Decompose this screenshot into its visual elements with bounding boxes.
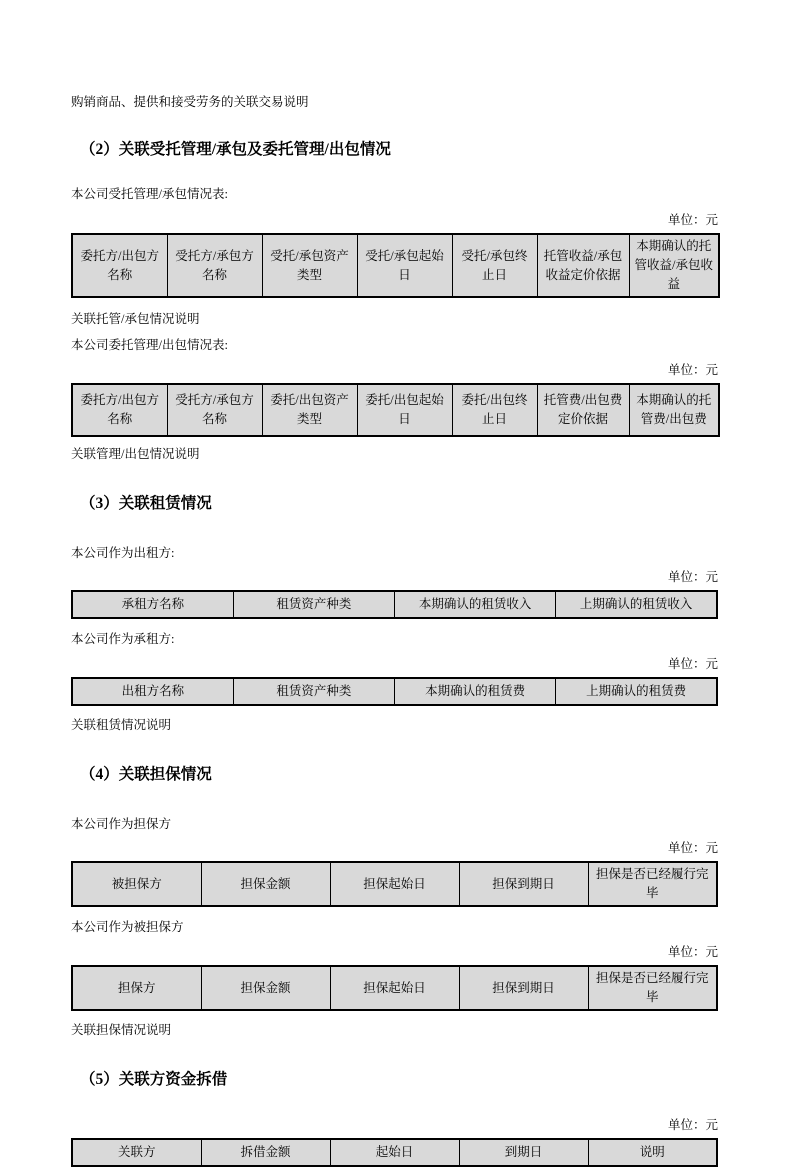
table-header-cell: 拆借金额 <box>201 1139 330 1166</box>
guarantor-note: 本公司作为担保方 <box>71 817 172 831</box>
lease-desc: 关联租赁情况说明 <box>71 718 172 732</box>
lease-as-lessee-table <box>71 677 718 706</box>
table-header-cell: 承租方名称 <box>72 591 233 618</box>
unit-label: 单位：元 <box>667 841 718 855</box>
table-header-cell: 委托方/出包方名称 <box>72 384 167 436</box>
guarantee-desc: 关联担保情况说明 <box>71 1023 172 1037</box>
related-party-lending-table <box>71 1138 718 1167</box>
table-header-cell: 委托/出包终止日 <box>452 384 537 436</box>
table-header-cell: 担保到期日 <box>459 966 588 1010</box>
table-header-cell: 本期确认的租赁收入 <box>395 591 556 618</box>
unit-label: 单位：元 <box>667 570 718 584</box>
lessor-note: 本公司作为出租方: <box>71 546 175 560</box>
lease-as-lessor-table <box>71 590 718 619</box>
table-header-cell: 担保到期日 <box>459 862 588 906</box>
unit-label: 单位：元 <box>667 1118 718 1132</box>
table-header-row <box>72 678 717 705</box>
table-header-cell: 担保是否已经履行完毕 <box>588 862 717 906</box>
table-header-cell: 上期确认的租赁费 <box>556 678 717 705</box>
table-header-cell: 委托/出包起始日 <box>357 384 452 436</box>
table-header-cell: 说明 <box>588 1139 717 1166</box>
table-header-cell: 起始日 <box>330 1139 459 1166</box>
table-header-cell: 担保金额 <box>201 862 330 906</box>
table-header-cell: 担保金额 <box>201 966 330 1010</box>
table-header-cell: 担保起始日 <box>330 966 459 1010</box>
table-header-cell: 担保是否已经履行完毕 <box>588 966 717 1010</box>
table-header-cell: 担保方 <box>72 966 201 1010</box>
as-guarantor-table <box>71 861 718 907</box>
table-header-cell: 本期确认的托管费/出包费 <box>629 384 719 436</box>
table-header-cell: 租赁资产种类 <box>233 591 394 618</box>
section-2-heading: （2）关联受托管理/承包及委托管理/出包情况 <box>80 141 391 158</box>
entrusted-in-note: 本公司受托管理/承包情况表: <box>71 187 228 201</box>
table-header-cell: 托管费/出包费定价依据 <box>537 384 629 436</box>
table-header-row <box>72 234 719 297</box>
unit-label: 单位：元 <box>667 657 718 671</box>
unit-label: 单位：元 <box>667 945 718 959</box>
intro-note: 购销商品、提供和接受劳务的关联交易说明 <box>71 95 309 109</box>
entrusted-in-desc: 关联托管/承包情况说明 <box>71 312 200 326</box>
entrusted-out-desc: 关联管理/出包情况说明 <box>71 447 200 461</box>
table-header-cell: 关联方 <box>72 1139 201 1166</box>
table-header-cell: 委托/出包资产类型 <box>262 384 357 436</box>
table-header-row <box>72 966 717 1010</box>
section-4-heading: （4）关联担保情况 <box>80 766 212 783</box>
unit-label: 单位：元 <box>667 363 718 377</box>
entrusted-managed-contracted-table <box>71 233 720 298</box>
table-header-cell: 上期确认的租赁收入 <box>556 591 717 618</box>
lessee-note: 本公司作为承租方: <box>71 632 175 646</box>
table-header-cell: 到期日 <box>459 1139 588 1166</box>
table-header-row <box>72 384 719 436</box>
table-header-cell: 受托/承包资产类型 <box>262 234 357 297</box>
table-header-row <box>72 1139 717 1166</box>
table-header-cell: 受托/承包起始日 <box>357 234 452 297</box>
as-guaranteed-party-table <box>71 965 718 1011</box>
guaranteed-note: 本公司作为被担保方 <box>71 920 184 934</box>
unit-label: 单位：元 <box>667 213 718 227</box>
table-header-cell: 本期确认的租赁费 <box>395 678 556 705</box>
table-header-cell: 本期确认的托管收益/承包收益 <box>629 234 719 297</box>
table-header-cell: 受托/承包终止日 <box>452 234 537 297</box>
table-header-cell: 委托方/出包方名称 <box>72 234 167 297</box>
table-header-cell: 托管收益/承包收益定价依据 <box>537 234 629 297</box>
table-header-cell: 出租方名称 <box>72 678 233 705</box>
entrusting-outsourcing-table <box>71 383 720 437</box>
section-3-heading: （3）关联租赁情况 <box>80 495 212 512</box>
table-header-cell: 租赁资产种类 <box>233 678 394 705</box>
table-header-cell: 担保起始日 <box>330 862 459 906</box>
table-header-row <box>72 862 717 906</box>
entrusted-out-note: 本公司委托管理/出包情况表: <box>71 338 228 352</box>
table-header-row <box>72 591 717 618</box>
section-5-heading: （5）关联方资金拆借 <box>80 1071 228 1088</box>
table-header-cell: 受托方/承包方名称 <box>167 384 262 436</box>
table-header-cell: 受托方/承包方名称 <box>167 234 262 297</box>
table-header-cell: 被担保方 <box>72 862 201 906</box>
